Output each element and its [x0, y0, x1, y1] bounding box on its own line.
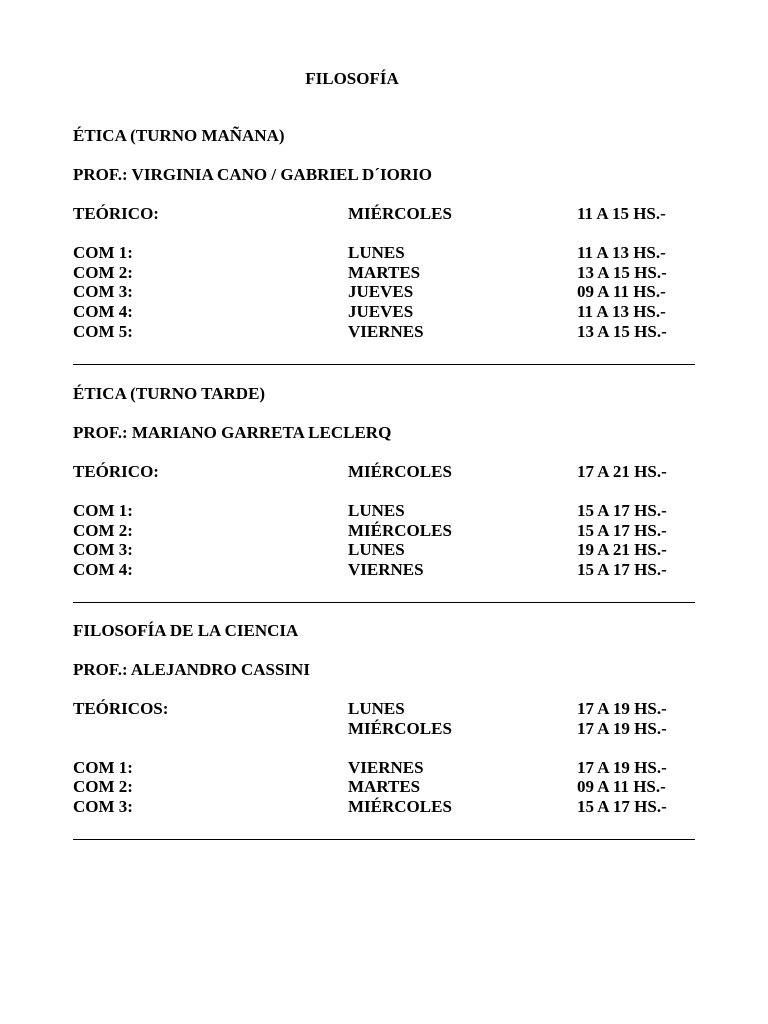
schedule-row — [73, 560, 695, 580]
professor-line: PROF.: MARIANO GARRETA LECLERQ — [73, 423, 392, 442]
row-time: 17 A 21 HS.- — [577, 462, 667, 481]
row-day: LUNES — [348, 540, 405, 560]
schedule-row-teorico — [73, 719, 695, 739]
row-label: COM 2: — [73, 262, 133, 282]
schedule-row — [73, 777, 695, 797]
schedule-row — [73, 302, 695, 322]
schedule-row-teorico — [73, 204, 695, 224]
schedule-table — [73, 699, 695, 817]
row-label: COM 2: — [73, 777, 133, 797]
row-day: MIÉRCOLES — [348, 462, 452, 481]
row-time: 13 A 15 HS.- — [577, 262, 667, 282]
row-time: 09 A 11 HS.- — [577, 777, 666, 797]
document-title: FILOSOFÍA — [305, 69, 399, 88]
schedule-row — [73, 540, 695, 560]
schedule-row — [73, 263, 695, 283]
section-etica-tarde — [73, 384, 695, 580]
section-title: FILOSOFÍA DE LA CIENCIA — [73, 621, 299, 640]
row-time: 17 A 19 HS.- — [577, 699, 667, 718]
row-time: 11 A 13 HS.- — [577, 243, 666, 263]
section-filosofia-ciencia — [73, 621, 695, 817]
row-label — [73, 719, 348, 739]
row-label: COM 5: — [73, 321, 133, 341]
row-time: 17 A 19 HS.- — [577, 718, 667, 738]
row-label: COM 1: — [73, 757, 133, 777]
row-label: COM 4: — [73, 559, 133, 579]
row-label: COM 1: — [73, 501, 133, 521]
row-time: 11 A 15 HS.- — [577, 204, 666, 223]
row-label: COM 3: — [73, 282, 133, 302]
row-label: COM 3: — [73, 540, 133, 560]
row-label: COM 1: — [73, 243, 133, 263]
row-day: MIÉRCOLES — [348, 520, 452, 540]
section-title: ÉTICA (TURNO TARDE) — [73, 384, 266, 403]
row-time: 19 A 21 HS.- — [577, 540, 667, 560]
row-day: LUNES — [348, 501, 405, 521]
row-label: COM 2: — [73, 520, 133, 540]
row-day: MIÉRCOLES — [348, 204, 452, 223]
row-day: JUEVES — [348, 282, 414, 302]
row-time: 17 A 19 HS.- — [577, 757, 667, 777]
schedule-row — [73, 322, 695, 342]
row-day: MIÉRCOLES — [348, 796, 452, 816]
schedule-row — [73, 797, 695, 817]
schedule-row — [73, 243, 695, 263]
professor-line: PROF.: VIRGINIA CANO / GABRIEL D´IORIO — [73, 165, 432, 184]
row-time: 15 A 17 HS.- — [577, 559, 667, 579]
row-day: VIERNES — [348, 559, 424, 579]
schedule-row — [73, 501, 695, 521]
row-day: MARTES — [348, 777, 421, 797]
schedule-row-teorico — [73, 699, 695, 719]
row-label: COM 4: — [73, 301, 133, 321]
schedule-table — [73, 204, 695, 341]
row-day: LUNES — [348, 699, 405, 718]
row-label: TEÓRICO: — [73, 462, 159, 481]
row-label: COM 3: — [73, 796, 133, 816]
row-label: TEÓRICOS: — [73, 699, 169, 718]
row-time: 15 A 17 HS.- — [577, 796, 667, 816]
professor-line: PROF.: ALEJANDRO CASSINI — [73, 660, 310, 679]
row-day: VIERNES — [348, 757, 424, 777]
row-time: 13 A 15 HS.- — [577, 321, 667, 341]
row-day: JUEVES — [348, 301, 414, 321]
schedule-row — [73, 521, 695, 541]
schedule-table — [73, 462, 695, 580]
schedule-row — [73, 282, 695, 302]
schedule-row-teorico — [73, 462, 695, 482]
row-day: MARTES — [348, 262, 421, 282]
schedule-row — [73, 758, 695, 778]
row-time: 15 A 17 HS.- — [577, 520, 667, 540]
section-title: ÉTICA (TURNO MAÑANA) — [73, 126, 285, 145]
section-divider — [73, 364, 695, 365]
row-label: TEÓRICO: — [73, 204, 159, 223]
row-time: 09 A 11 HS.- — [577, 282, 666, 302]
row-time: 15 A 17 HS.- — [577, 501, 667, 521]
row-time: 11 A 13 HS.- — [577, 301, 666, 321]
row-day: LUNES — [348, 243, 405, 263]
row-day: VIERNES — [348, 321, 424, 341]
section-divider — [73, 602, 695, 603]
section-etica-manana — [73, 126, 695, 341]
section-divider — [73, 839, 695, 840]
row-day: MIÉRCOLES — [348, 718, 452, 738]
